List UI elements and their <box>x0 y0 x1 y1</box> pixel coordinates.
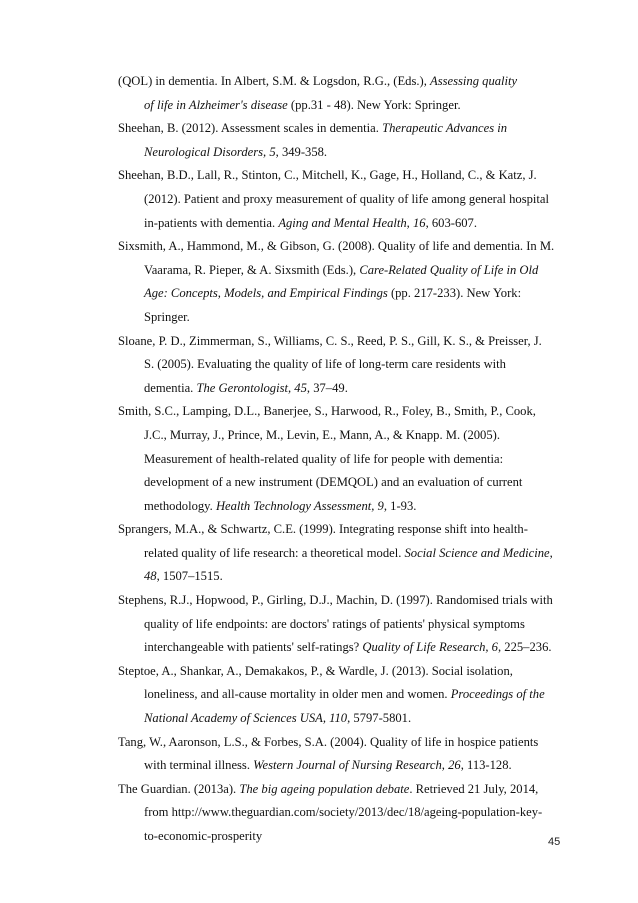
reference-entry <box>118 778 563 849</box>
reference-text: , 113-128. <box>460 758 512 773</box>
reference-text: Sixsmith, A., Hammond, M., & Gibson, G. (2008). Quality of life and dementia. In M. <box>118 239 555 254</box>
reference-line <box>118 778 563 802</box>
reference-italic-text: Proceedings of the <box>450 687 545 702</box>
reference-italic-text: Quality of Life Research, 6 <box>362 640 498 655</box>
reference-entry <box>118 660 563 731</box>
reference-text: Steptoe, A., Shankar, A., Demakakos, P., & Wardle, J. (2013). Social isolation, <box>118 663 513 678</box>
reference-italic-text: Social Science and Medicine, <box>404 545 553 560</box>
reference-italic-text: Age: Concepts, Models, and Empirical Findings <box>144 286 388 301</box>
reference-list <box>118 70 563 849</box>
reference-text: , 37–49. <box>306 380 348 395</box>
reference-line <box>118 306 563 330</box>
reference-text: , 225–236. <box>497 640 552 655</box>
reference-line <box>118 471 563 495</box>
reference-text: related quality of life research: a theoretical model. <box>144 545 405 560</box>
reference-entry <box>118 330 563 401</box>
reference-italic-text: The big ageing population debate <box>239 781 410 796</box>
reference-line <box>118 448 563 472</box>
reference-text: , 1507–1515. <box>156 569 223 584</box>
reference-text: Sprangers, M.A., & Schwartz, C.E. (1999). Integrating response shift into health- <box>118 522 528 537</box>
reference-text: J.C., Murray, J., Prince, M., Levin, E., Mann, A., & Knapp. M. (2005). <box>144 427 500 442</box>
reference-text: interchangeable with patients' self-ratings? <box>144 640 363 655</box>
reference-line <box>118 495 563 519</box>
reference-italic-text: Neurological Disorders, 5 <box>144 144 276 159</box>
reference-text: (2012). Patient and proxy measurement of quality of life among general hospital <box>144 191 549 206</box>
reference-text: loneliness, and all-cause mortality in older men and women. <box>144 687 451 702</box>
reference-line <box>118 94 563 118</box>
reference-entry <box>118 731 563 778</box>
reference-text: quality of life endpoints: are doctors' ratings of patients' physical symptoms <box>144 616 525 631</box>
reference-text: Springer. <box>144 309 190 324</box>
reference-line <box>118 235 563 259</box>
reference-line <box>118 589 563 613</box>
reference-italic-text: Therapeutic Advances in <box>382 121 508 136</box>
reference-italic-text: Aging and Mental Health, 16 <box>278 215 426 230</box>
reference-entry <box>118 518 563 589</box>
reference-text: , 5797-5801. <box>347 711 412 726</box>
reference-text: development of a new instrument (DEMQOL) and an evaluation of current <box>144 475 523 490</box>
reference-text: Sloane, P. D., Zimmerman, S., Williams, C. S., Reed, P. S., Gill, K. S., & Preisser, J. <box>118 333 542 348</box>
reference-text: Vaarama, R. Pieper, & A. Sixsmith (Eds.), <box>144 262 360 277</box>
reference-text: . Retrieved 21 July, 2014, <box>409 781 539 796</box>
reference-line <box>118 70 563 94</box>
reference-text: Measurement of health-related quality of life for people with dementia: <box>144 451 504 466</box>
reference-line <box>118 518 563 542</box>
reference-italic-text: National Academy of Sciences USA, 110 <box>144 711 348 726</box>
reference-line <box>118 330 563 354</box>
reference-entry <box>118 70 563 117</box>
reference-entry <box>118 117 563 164</box>
reference-line <box>118 731 563 755</box>
reference-text: methodology. <box>144 498 216 513</box>
reference-text: Tang, W., Aaronson, L.S., & Forbes, S.A. (2004). Quality of life in hospice patients <box>118 734 539 749</box>
reference-entry <box>118 235 563 329</box>
reference-italic-text: 48 <box>144 569 157 584</box>
reference-line <box>118 117 563 141</box>
reference-line <box>118 707 563 731</box>
reference-text: Sheehan, B. (2012). Assessment scales in dementia. <box>118 121 383 136</box>
reference-line <box>118 660 563 684</box>
reference-entry <box>118 400 563 518</box>
reference-line <box>118 353 563 377</box>
reference-text: The Guardian. (2013a). <box>118 781 240 796</box>
reference-line <box>118 636 563 660</box>
reference-entry <box>118 164 563 235</box>
reference-line <box>118 282 563 306</box>
reference-text: to-economic-prosperity <box>144 829 263 843</box>
reference-line <box>118 754 563 778</box>
reference-italic-text: of life in Alzheimer's disease <box>144 97 288 112</box>
reference-line <box>118 188 563 212</box>
reference-line <box>118 801 563 825</box>
reference-line <box>118 565 563 589</box>
reference-text: (pp.31 - 48). New York: Springer. <box>287 97 461 112</box>
reference-italic-text: Assessing quality <box>430 74 518 88</box>
reference-line <box>118 212 563 236</box>
reference-italic-text: Health Technology Assessment, 9 <box>215 498 384 513</box>
page-number: 45 <box>548 836 561 848</box>
reference-line <box>118 424 563 448</box>
reference-text: dementia. <box>144 380 197 395</box>
reference-line <box>118 542 563 566</box>
reference-line <box>118 377 563 401</box>
reference-italic-text: The Gerontologist, 45 <box>196 380 307 395</box>
reference-line <box>118 825 563 849</box>
reference-text: (pp. 217-233). New York: <box>387 286 522 301</box>
reference-line <box>118 683 563 707</box>
reference-line <box>118 164 563 188</box>
reference-line <box>118 259 563 283</box>
reference-text: from http://www.theguardian.com/society/2013/dec/18/ageing-population-key- <box>144 805 543 820</box>
reference-text: , 1-93. <box>383 498 417 513</box>
reference-line <box>118 400 563 424</box>
reference-text: (QOL) in dementia. In Albert, S.M. & Logsdon, R.G., (Eds.), <box>118 74 431 88</box>
reference-text: Smith, S.C., Lamping, D.L., Banerjee, S., Harwood, R., Foley, B., Smith, P., Cook, <box>118 404 536 419</box>
reference-line <box>118 613 563 637</box>
reference-text: Stephens, R.J., Hopwood, P., Girling, D.J., Machin, D. (1997). Randomised trials with <box>118 593 553 608</box>
reference-italic-text: Western Journal of Nursing Research, 26 <box>253 758 461 773</box>
reference-text: , 349-358. <box>275 144 328 159</box>
reference-text: , 603-607. <box>425 215 477 230</box>
reference-entry <box>118 589 563 660</box>
reference-italic-text: Care-Related Quality of Life in Old <box>359 262 539 277</box>
reference-text: in-patients with dementia. <box>144 215 279 230</box>
reference-text: S. (2005). Evaluating the quality of life of long-term care residents with <box>144 357 506 372</box>
reference-line <box>118 141 563 165</box>
reference-text: Sheehan, B.D., Lall, R., Stinton, C., Mitchell, K., Gage, H., Holland, C., & Katz, J. <box>118 168 537 183</box>
reference-text: with terminal illness. <box>144 758 254 773</box>
